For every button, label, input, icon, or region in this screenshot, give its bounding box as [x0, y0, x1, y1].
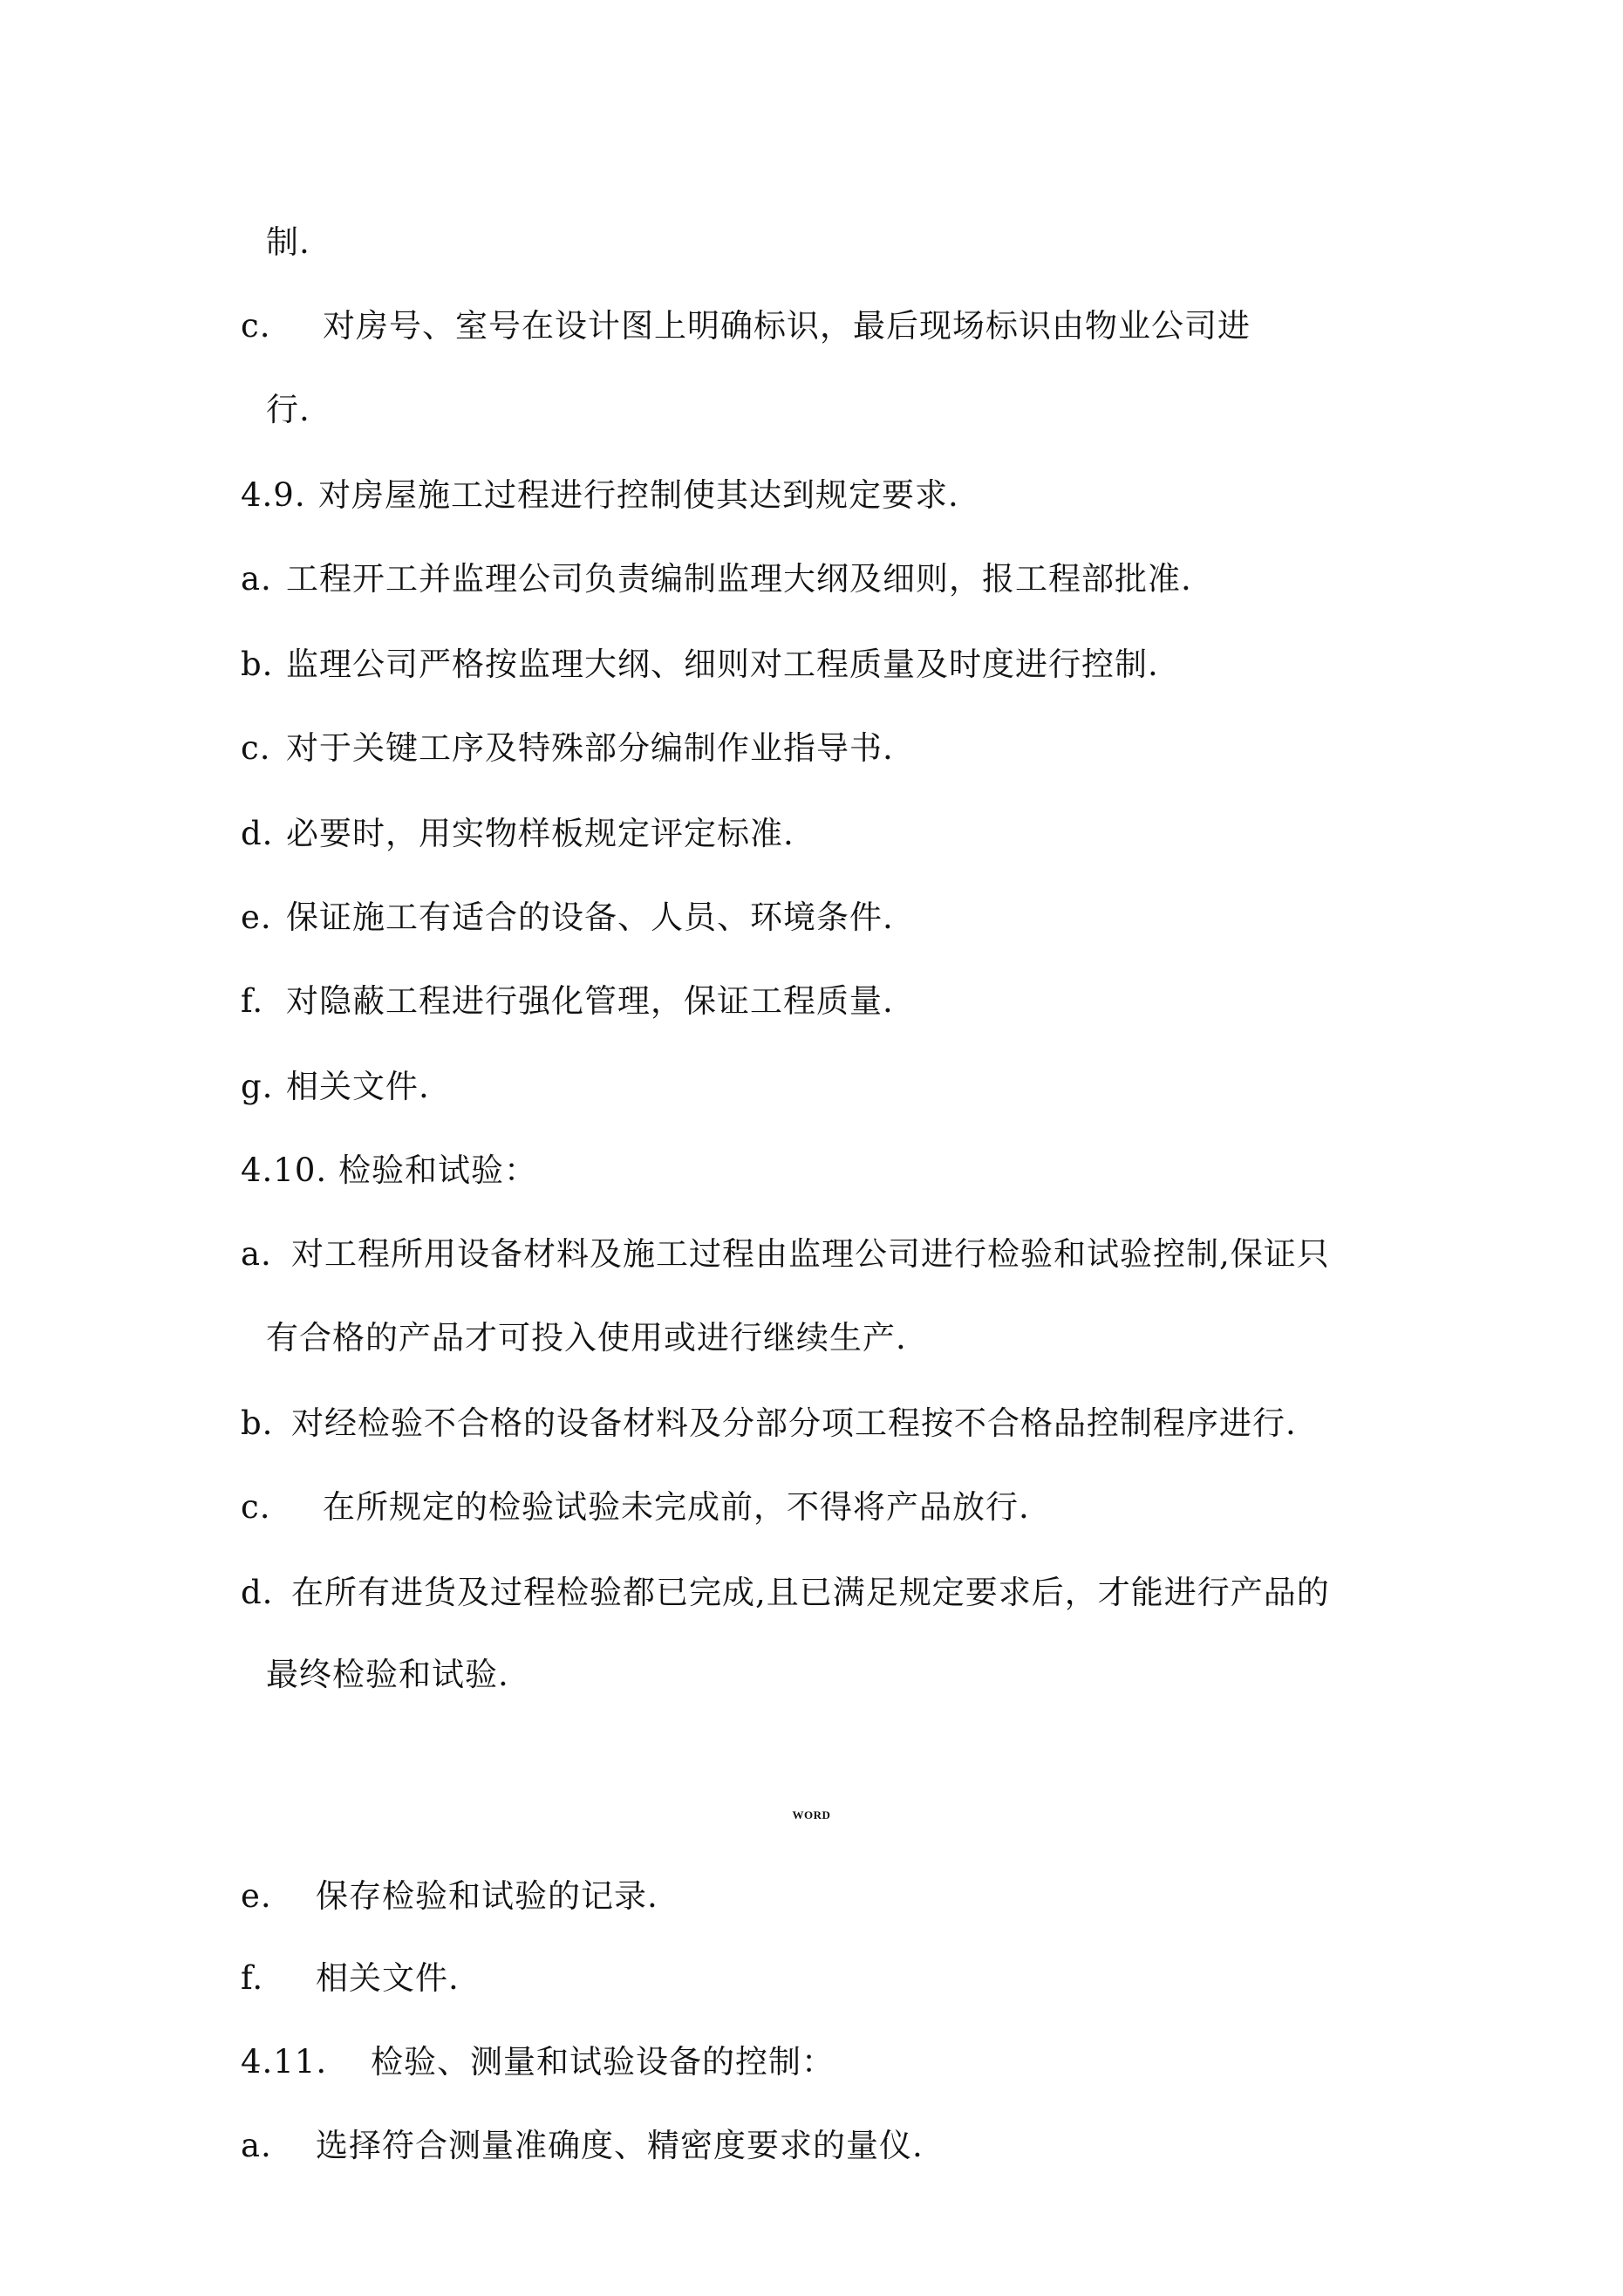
line-text: 对房屋施工过程进行控制使其达到规定要求. [318, 476, 959, 514]
line-text: 对隐蔽工程进行强化管理，保证工程质量. [286, 982, 894, 1020]
line-text: 对经检验不合格的设备材料及分部分项工程按不合格品控制程序进行. [291, 1404, 1297, 1442]
line-text: 选择符合测量准确度、精密度要求的量仪. [316, 2127, 924, 2164]
line-text: 在所有进货及过程检验都已完成,且已满足规定要求后，才能进行产品的 [291, 1574, 1330, 1611]
section-number: 4.11. [241, 2043, 328, 2081]
line-text: 有合格的产品才可投入使用或进行继续生产. [266, 1319, 907, 1356]
item-label: c. [241, 307, 271, 345]
line-text: 制. [266, 223, 310, 261]
item-label: d. [241, 815, 274, 852]
line-text: 行. [266, 391, 310, 428]
item-label: f. [241, 982, 264, 1020]
item-label: a. [241, 2127, 272, 2164]
line-text: 相关文件. [316, 1959, 460, 1997]
item-label: e. [241, 899, 272, 936]
item-label: g. [241, 1068, 274, 1105]
line-text: 对工程所用设备材料及施工过程由监理公司进行检验和试验控制,保证只 [291, 1235, 1330, 1273]
line-text: 检验、测量和试验设备的控制： [371, 2043, 835, 2081]
line-text: 相关文件. [286, 1068, 430, 1105]
line-text: 必要时，用实物样板规定评定标准. [286, 815, 794, 852]
line-text: 对于关键工序及特殊部分编制作业指导书. [286, 729, 894, 767]
item-label: c. [241, 729, 271, 767]
item-label: b. [241, 1404, 274, 1442]
item-label: d. [241, 1574, 274, 1611]
line-text: 保存检验和试验的记录. [316, 1877, 658, 1915]
line-text: 最终检验和试验. [266, 1656, 509, 1693]
footer-word-mark: WORD [792, 1808, 831, 1821]
item-label: f. [241, 1959, 264, 1997]
line-text: 监理公司严格按监理大纲、细则对工程质量及时度进行控制. [286, 646, 1159, 683]
line-text: 检验和试验： [338, 1151, 537, 1189]
section-number: 4.9. [241, 476, 306, 514]
line-text: 对房号、室号在设计图上明确标识，最后现场标识由物业公司进 [323, 307, 1251, 345]
line-text: 在所规定的检验试验未完成前，不得将产品放行. [323, 1488, 1030, 1526]
item-label: a. [241, 1235, 272, 1273]
line-text: 保证施工有适合的设备、人员、环境条件. [286, 899, 894, 936]
line-text: 工程开工并监理公司负责编制监理大纲及细则，报工程部批准. [286, 560, 1192, 598]
section-number: 4.10. [241, 1151, 328, 1189]
item-label: b. [241, 646, 274, 683]
item-label: e. [241, 1877, 272, 1915]
item-label: c. [241, 1488, 271, 1526]
item-label: a. [241, 560, 272, 598]
